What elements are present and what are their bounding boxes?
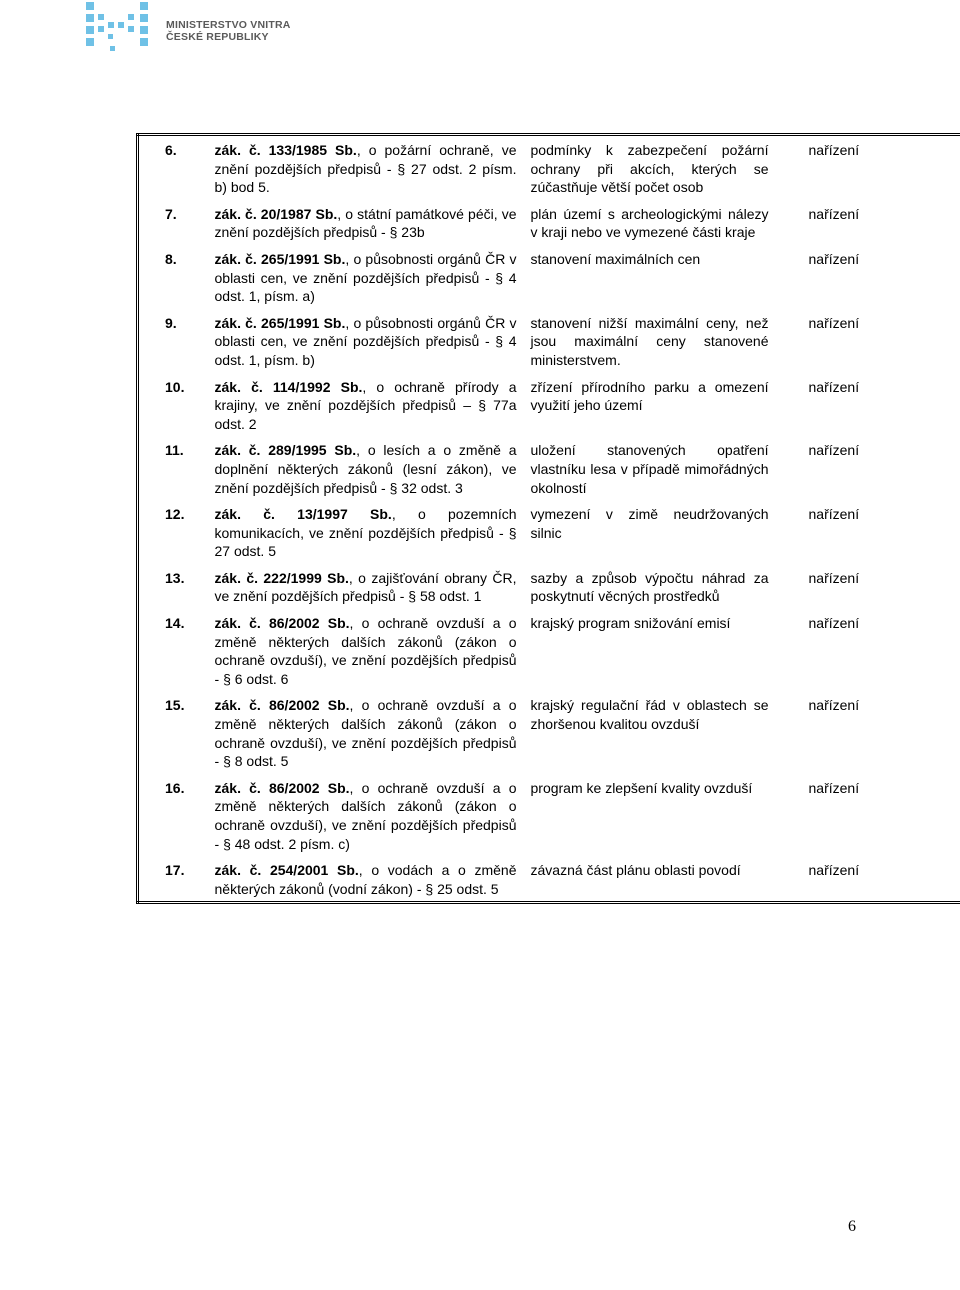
regulation-type: nařízení xyxy=(808,569,860,586)
law-paragraph: § 25 odst. 5 xyxy=(425,880,499,897)
law-reference xyxy=(209,856,527,903)
regulation-type: nařízení xyxy=(808,250,860,267)
law-citation: zák. č. 133/1985 Sb. xyxy=(214,142,357,158)
row-number: 6. xyxy=(165,142,177,158)
table-row xyxy=(138,609,960,691)
regulation-type: nařízení xyxy=(808,378,860,395)
law-reference xyxy=(209,436,527,500)
regulation-subject: plán území s archeologickými nálezy v kraji nebo ve vymezené části kraje xyxy=(530,205,769,241)
law-citation: zák. č. 254/2001 Sb. xyxy=(214,862,359,879)
logo-line-1: MINISTERSTVO VNITRA xyxy=(166,19,291,31)
table-row xyxy=(138,691,960,773)
law-reference xyxy=(209,309,527,373)
law-paragraph: § 8 odst. 5 xyxy=(223,753,289,770)
row-number: 13. xyxy=(165,569,185,586)
law-citation: zák. č. 265/1991 Sb. xyxy=(214,250,346,267)
law-description: , o působnosti orgánů ČR v oblasti cen, ve znění pozdějších předpisů - xyxy=(214,314,517,350)
law-citation: zák. č. 289/1995 Sb. xyxy=(214,442,357,459)
row-number: 14. xyxy=(165,615,185,632)
table-row xyxy=(138,373,960,437)
ministry-logo xyxy=(86,0,316,60)
regulation-type: nařízení xyxy=(808,142,860,158)
row-number: 8. xyxy=(165,250,177,267)
law-description: , o požární ochraně, ve znění pozdějších předpisů - xyxy=(214,142,517,177)
table-row xyxy=(138,436,960,500)
law-paragraph: § 58 odst. 1 xyxy=(408,588,482,605)
law-paragraph: § 27 odst. 2 písm. b) bod 5. xyxy=(214,160,517,196)
regulation-type: nařízení xyxy=(808,314,860,331)
law-citation: zák. č. 20/1987 Sb. xyxy=(214,205,338,222)
row-number: 16. xyxy=(165,779,185,796)
row-number: 17. xyxy=(165,862,185,879)
law-description: , o vodách a o změně některých zákonů (vodní zákon) - xyxy=(214,862,517,897)
row-number: 15. xyxy=(165,697,185,714)
regulation-subject: zřízení přírodního parku a omezení využití jeho území xyxy=(530,378,769,414)
law-paragraph: § 6 odst. 6 xyxy=(223,670,289,687)
regulation-type: nařízení xyxy=(808,697,860,714)
law-reference xyxy=(209,774,527,856)
law-description: , o lesích a o změně a doplnění některých zákonů (lesní zákon), ve znění pozdějších předpisů - xyxy=(214,442,517,496)
row-number: 10. xyxy=(165,378,185,395)
law-description: , o pozemních komunikacích, ve znění pozdějších předpisů - xyxy=(214,506,517,541)
regulation-type: nařízení xyxy=(808,506,860,523)
regulation-type: nařízení xyxy=(808,205,860,222)
law-citation: zák. č. 114/1992 Sb. xyxy=(214,378,363,395)
law-reference xyxy=(209,564,527,609)
regulation-subject: vymezení v zimě neudržovaných silnic xyxy=(530,506,769,541)
law-citation: zák. č. 222/1999 Sb. xyxy=(214,569,349,586)
logo-text xyxy=(166,19,291,43)
law-reference xyxy=(209,373,527,437)
regulation-type: nařízení xyxy=(808,862,860,879)
law-reference xyxy=(209,245,527,309)
regulation-subject: stanovení maximálních cen xyxy=(530,250,701,267)
row-number: 11. xyxy=(165,442,184,459)
table-row xyxy=(138,135,960,200)
law-reference xyxy=(209,200,527,245)
table-row xyxy=(138,500,960,564)
regulation-table xyxy=(136,133,960,904)
row-number: 9. xyxy=(165,314,177,331)
table-row xyxy=(138,200,960,245)
law-reference xyxy=(209,691,527,773)
regulation-type: nařízení xyxy=(808,779,860,796)
law-description: , o státní památkové péči, ve znění pozdějších předpisů - xyxy=(214,205,517,241)
logo-mark-icon xyxy=(86,0,152,54)
law-description: , o působnosti orgánů ČR v oblasti cen, ve znění pozdějších předpisů - xyxy=(214,250,517,286)
law-paragraph: § 48 odst. 2 písm. c) xyxy=(223,835,350,852)
law-reference xyxy=(209,135,527,200)
law-reference xyxy=(209,500,527,564)
regulation-subject: program ke zlepšení kvality ovzduší xyxy=(530,779,753,796)
law-description: , o ochraně přírody a krajiny, ve znění pozdějších předpisů – xyxy=(214,378,517,414)
law-paragraph: § 77a odst. 2 xyxy=(214,397,517,432)
law-reference xyxy=(209,609,527,691)
table-row xyxy=(138,564,960,609)
law-paragraph: § 32 odst. 3 xyxy=(389,479,463,496)
law-description: , o ochraně ovzduší a o změně některých dalších zákonů (zákon o ochraně ovzduší), ve znění pozdějších předpisů - xyxy=(214,779,517,852)
regulation-type: nařízení xyxy=(808,442,860,459)
table-row xyxy=(138,309,960,373)
law-paragraph: § 27 odst. 5 xyxy=(214,524,517,560)
regulation-table-container xyxy=(136,133,960,904)
page-number: 6 xyxy=(848,1218,856,1235)
regulation-type: nařízení xyxy=(808,615,860,632)
table-row xyxy=(138,245,960,309)
law-paragraph: § 23b xyxy=(389,224,425,241)
regulation-subject: krajský program snižování emisí xyxy=(530,615,731,632)
law-citation: zák. č. 86/2002 Sb. xyxy=(214,697,350,714)
logo-line-2: ČESKÉ REPUBLIKY xyxy=(166,31,269,43)
regulation-subject: sazby a způsob výpočtu náhrad za poskytnutí věcných prostředků xyxy=(530,569,769,605)
regulation-subject: stanovení nižší maximální ceny, než jsou maximální ceny stanovené ministerstvem. xyxy=(530,314,769,368)
table-row xyxy=(138,774,960,856)
row-number: 12. xyxy=(165,506,185,523)
regulation-subject: krajský regulační řád v oblastech se zhoršenou kvalitou ovzduší xyxy=(530,697,769,733)
regulation-subject: uložení stanovených opatření vlastníku lesa v případě mimořádných okolností xyxy=(530,442,769,496)
law-description: , o ochraně ovzduší a o změně některých dalších zákonů (zákon o ochraně ovzduší), ve znění pozdějších předpisů - xyxy=(214,697,517,770)
regulation-subject: závazná část plánu oblasti povodí xyxy=(530,862,741,879)
law-description: , o ochraně ovzduší a o změně některých dalších zákonů (zákon o ochraně ovzduší), ve znění pozdějších předpisů - xyxy=(214,615,517,687)
regulation-subject: podmínky k zabezpečení požární ochrany při akcích, kterých se zúčastňuje větší počet osob xyxy=(530,142,769,196)
law-paragraph: § 4 odst. 1, písm. a) xyxy=(214,269,517,305)
law-citation: zák. č. 13/1997 Sb. xyxy=(214,506,392,523)
law-paragraph: § 4 odst. 1, písm. b) xyxy=(214,333,517,368)
law-description: , o zajišťování obrany ČR, ve znění pozdějších předpisů - xyxy=(214,569,517,605)
law-citation: zák. č. 86/2002 Sb. xyxy=(214,615,350,632)
table-row xyxy=(138,856,960,903)
law-citation: zák. č. 86/2002 Sb. xyxy=(214,779,350,796)
row-number: 7. xyxy=(165,205,177,222)
law-citation: zák. č. 265/1991 Sb. xyxy=(214,314,346,331)
